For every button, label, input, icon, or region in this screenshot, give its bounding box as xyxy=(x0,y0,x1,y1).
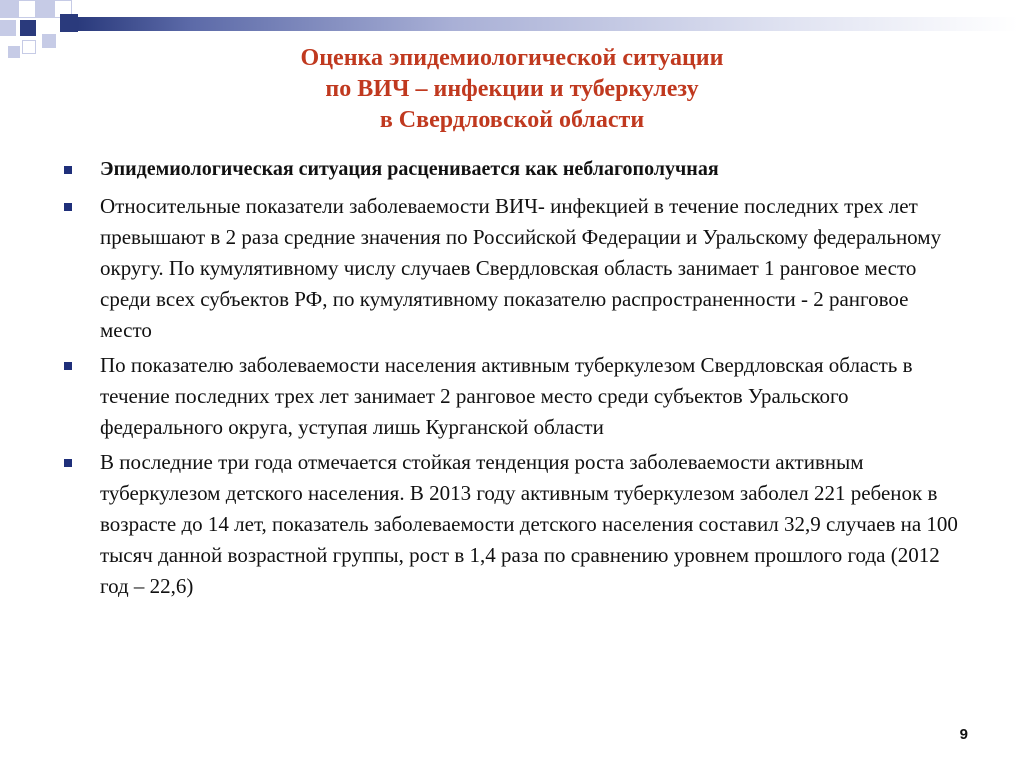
square-bullet-icon xyxy=(64,166,72,174)
bullet-text: В последние три года отмечается стойкая тенденция роста заболеваемости активным туберкулезом детского населения. В 2013 году активным туберкулезом заболел 221 ребенок в возрасте до 14 лет, показатель заболеваемости детского населения составил 32,9 случаев на 100 тысяч данной возрастной группы, рост в 1,4 раза по сравнению уровнем прошлого года (2012 год – 22,6) xyxy=(100,450,958,598)
title-line: в Свердловской области xyxy=(379,107,645,133)
bullet-item xyxy=(62,447,962,602)
decor-square xyxy=(42,34,56,48)
square-bullet-icon xyxy=(64,459,72,467)
bullet-text: Относительные показатели заболеваемости ВИЧ- инфекцией в течение последних трех лет превышают в 2 раза средние значения по Российской Федерации и Уральскому федеральному округу. По кумулятивному числу случаев Свердловская область занимает 1 ранговое место среди всех субъектов РФ, по кумулятивному показателю распространенности - 2 ранговое место xyxy=(100,194,942,342)
title-line: по ВИЧ – инфекции и туберкулезу xyxy=(325,76,699,102)
header-band xyxy=(78,17,1018,31)
decor-square xyxy=(22,40,36,54)
slide-title xyxy=(150,43,874,136)
bullet-text: По показателю заболеваемости населения активным туберкулезом Свердловская область в течение последних трех лет занимает 2 ранговое место среди субъектов Уральского федерального округа, уступая лишь Курганской области xyxy=(100,353,913,439)
decor-square xyxy=(8,46,20,58)
page-number: 9 xyxy=(959,726,968,743)
decor-square xyxy=(0,20,16,36)
bullet-item xyxy=(62,154,962,185)
square-bullet-icon xyxy=(64,203,72,211)
bullet-item xyxy=(62,191,962,346)
decor-square xyxy=(18,0,36,18)
decor-square xyxy=(36,0,54,18)
bullet-list xyxy=(62,154,962,606)
decor-square xyxy=(60,14,78,32)
square-bullet-icon xyxy=(64,362,72,370)
title-line: Оценка эпидемиологической ситуации xyxy=(300,45,724,71)
decor-square xyxy=(20,20,36,36)
decor-square xyxy=(0,0,18,18)
bullet-text: Эпидемиологическая ситуация расценивается как неблагополучная xyxy=(100,158,719,180)
bullet-item xyxy=(62,350,962,443)
